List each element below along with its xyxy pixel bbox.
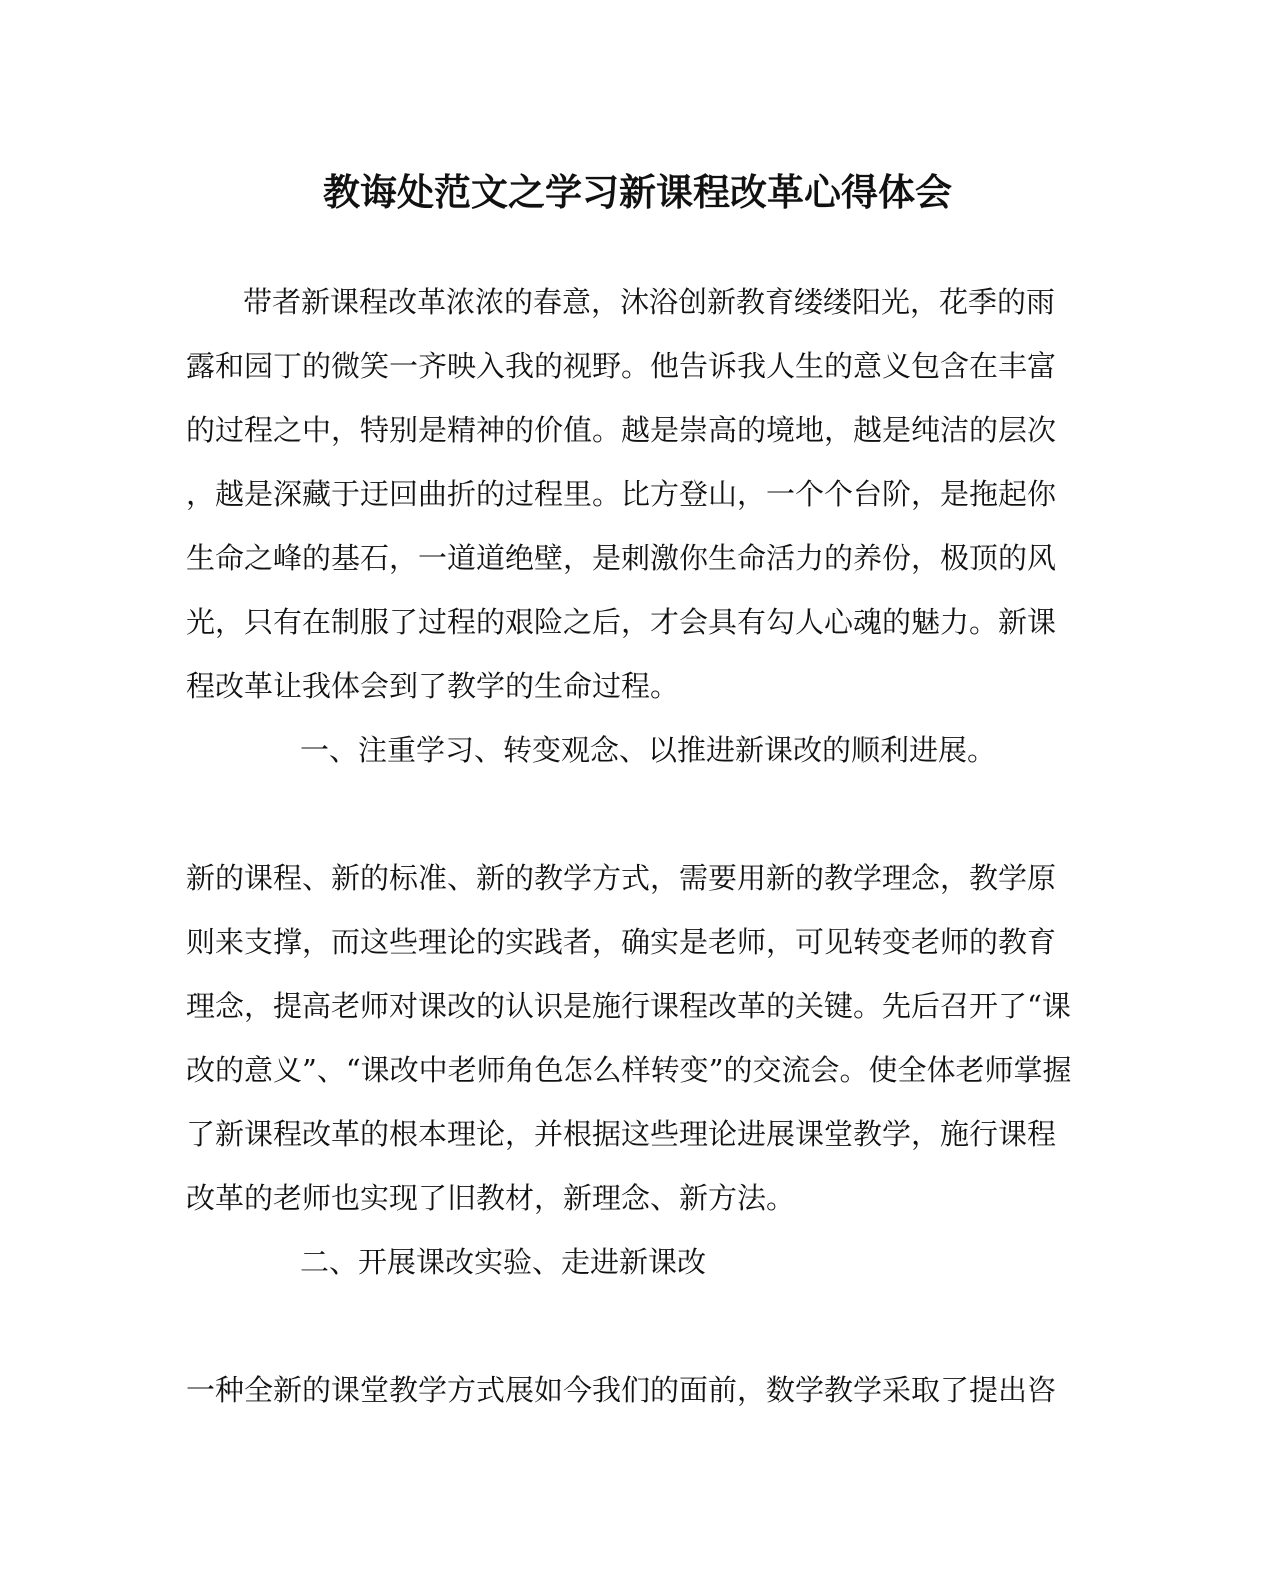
paragraph-2-line: 理念，提高老师对课改的认识是施行课程改革的关键。先后召开了“课 [186,989,1071,1023]
paragraph-2-line: 改的意义”、“课改中老师角色怎么样转变”的交流会。使全体老师掌握 [186,1053,1072,1087]
paragraph-1-line: 生命之峰的基石，一道道绝壁，是刺激你生命活力的养份，极顶的风 [186,541,1057,575]
paragraph-1-line: 的过程之中，特别是精神的价值。越是崇高的境地，越是纯洁的层次 [186,413,1057,447]
paragraph-2-line: 新的课程、新的标准、新的教学方式，需要用新的教学理念，教学原 [186,861,1057,895]
paragraph-2-line: 则来支撑，而这些理论的实践者，确实是老师，可见转变老师的教育 [186,925,1057,959]
section-heading-2: 二、开展课改实验、走进新课改 [300,1245,707,1279]
paragraph-1-line: 露和园丁的微笑一齐映入我的视野。他告诉我人生的意义包含在丰富 [186,349,1057,383]
paragraph-1-line: 光，只有在制服了过程的艰险之后，才会具有勾人心魂的魅力。新课 [186,605,1057,639]
paragraph-3-line: 一种全新的课堂教学方式展如今我们的面前，数学教学采取了提出咨 [186,1373,1057,1407]
document-title: 教诲处范文之学习新课程改革心得体会 [323,170,952,214]
section-heading-1: 一、注重学习、转变观念、以推进新课改的顺利进展。 [300,733,997,767]
paragraph-1-line: 带者新课程改革浓浓的春意，沐浴创新教育缕缕阳光，花季的雨 [243,285,1056,319]
paragraph-2-line: 改革的老师也实现了旧教材，新理念、新方法。 [186,1181,796,1215]
paragraph-1-line: 程改革让我体会到了教学的生命过程。 [186,669,680,703]
paragraph-2-line: 了新课程改革的根本理论，并根据这些理论进展课堂教学，施行课程 [186,1117,1057,1151]
paragraph-1-line: ，越是深藏于迂回曲折的过程里。比方登山，一个个台阶，是拖起你 [186,477,1057,511]
